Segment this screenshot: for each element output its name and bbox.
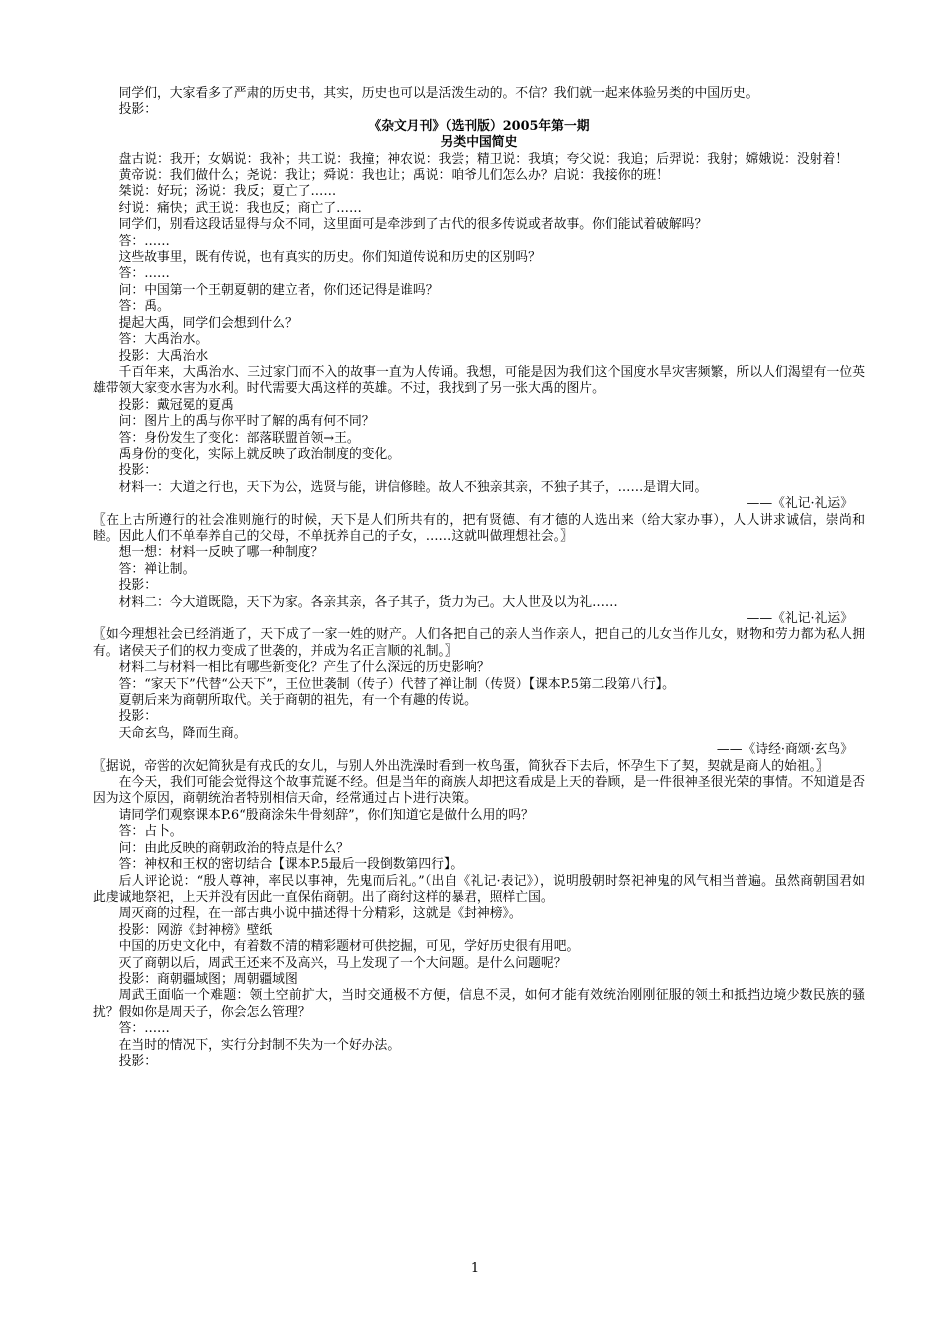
paragraph: 投影：: [118, 709, 157, 725]
paragraph: 答：神权和王权的密切结合【课本P.5最后一段倒数第四行】。: [118, 857, 464, 873]
paragraph: 材料二与材料一相比有哪些新变化？产生了什么深远的历史影响？: [118, 660, 490, 676]
paragraph: 答：占卜。: [118, 824, 183, 840]
paragraph: 问：由此反映的商朝政治的特点是什么？: [118, 840, 349, 856]
citation: ——《诗经·商颂·玄鸟》: [716, 742, 853, 758]
paragraph: 材料二：今大道既隐，天下为家。各亲其亲，各子其子，货力为己。大人世及以为礼……: [118, 594, 618, 610]
citation: ——《礼记·礼运》: [746, 496, 853, 512]
paragraph: 同学们，大家看多了严肃的历史书，其实，历史也可以是活泼生动的。不信？我们就一起来体验另类的中国历史。: [118, 86, 759, 101]
paragraph: 夏朝后来为商朝所取代。关于商朝的祖先，有一个有趣的传说。: [118, 693, 477, 709]
paragraph: 材料一：大道之行也，天下为公，选贤与能，讲信修睦。故人不独亲其亲，不独子其子，……是谓大同。: [118, 479, 708, 495]
paragraph: 纣说：痛快；武王说：我也反；商亡了……: [118, 200, 362, 216]
paragraph: 灭了商朝以后，周武王还来不及高兴，马上发现了一个大问题。是什么问题呢？: [118, 955, 567, 971]
citation: ——《礼记·礼运》: [746, 611, 853, 626]
paragraph: 投影：大禹治水: [118, 348, 209, 364]
paragraph: 〖据说，帝喾的次妃简狄是有戎氏的女儿，与别人外出洗澡时看到一枚鸟蛋，简狄吞下去后，怀孕生下了契，契就是商人的始祖。〗: [93, 758, 829, 774]
paragraph: 答：禅让制。: [118, 561, 196, 577]
paragraph: 投影：: [118, 578, 157, 594]
paragraph: 答：“家天下”代替“公天下”，王位世袭制（传子）代替了禅让制（传贤）【课本P.5第二段第八行】。: [118, 676, 675, 692]
paragraph: 请同学们观察课本P.6“殷商涂朱牛骨刻辞”，你们知道它是做什么用的吗？: [118, 807, 534, 823]
heading: 另类中国简史: [440, 135, 518, 151]
heading: 《杂文月刊》（选刊版）2005年第一期: [368, 118, 590, 134]
paragraph: 投影：: [118, 102, 157, 118]
paragraph: 千百年来，大禹治水、三过家门而不入的故事一直为人传诵。我想，可能是因为我们这个国度水旱灾害频繁，所以人们渴望有一位英雄带领大家变水害为水利。时代需要大禹这样的英雄。不过，我找到了另一张大禹的图片。: [93, 364, 865, 397]
paragraph: 天命玄鸟，降而生商。: [118, 725, 247, 741]
paragraph: 这些故事里，既有传说，也有真实的历史。你们知道传说和历史的区别吗？: [118, 250, 541, 266]
paragraph: 周灭商的过程，在一部古典小说中描述得十分精彩，这就是《封神榜》。: [118, 906, 522, 922]
paragraph: 投影：商朝疆域图；周朝疆域图: [118, 971, 298, 987]
paragraph: 中国的历史文化中，有着数不清的精彩题材可供挖掘，可见，学好历史很有用吧。: [118, 939, 580, 955]
paragraph: 想一想：材料一反映了哪一种制度？: [118, 545, 324, 561]
paragraph: 后人评论说：“殷人尊神，率民以事神，先鬼而后礼。”（出自《礼记·表记》），说明殷朝时祭祀神鬼的风气相当普遍。虽然商朝国君如此虔诚地祭祀，上天并没有因此一直保佑商朝。出了商纣这样的暴君，照样亡国。: [93, 873, 865, 905]
paragraph: 投影：戴冠冕的夏禹: [118, 397, 234, 413]
paragraph: 〖在上古所遵行的社会准则施行的时候，天下是人们所共有的，把有贤德、有才德的人选出来（给大家办事），人人讲求诚信，崇尚和睦。因此人们不单奉养自己的父母，不单抚养自己的子女，……这就叫做理想社会。〗: [93, 512, 865, 544]
paragraph: 禹身份的变化，实际上就反映了政治制度的变化。: [118, 446, 401, 462]
paragraph: 问：图片上的禹与你平时了解的禹有何不同？: [118, 414, 375, 430]
document-body: [93, 86, 865, 1070]
paragraph: 盘古说：我开；女娲说：我补；共工说：我撞；神农说：我尝；精卫说：我填；夸父说：我追；后羿说：我射；嫦娥说：没射着！: [118, 151, 849, 167]
paragraph: 答：……: [118, 233, 170, 249]
paragraph: 黄帝说：我们做什么；尧说：我让；舜说：我也让；禹说：咱爷儿们怎么办？启说：我接你的班！: [118, 168, 669, 184]
paragraph: 答：大禹治水。: [118, 332, 209, 348]
paragraph: 在今天，我们可能会觉得这个故事荒诞不经。但是当年的商族人却把这看成是上天的眷顾，是一件很神圣很光荣的事情。不知道是否因为这个原因，商朝统治者特别相信天命，经常通过占卜进行决策。: [93, 775, 865, 807]
paragraph: 提起大禹，同学们会想到什么？: [118, 315, 298, 331]
paragraph: 同学们，别看这段话显得与众不同，这里面可是牵涉到了古代的很多传说或者故事。你们能试着破解吗？: [118, 217, 708, 233]
paragraph: 投影：网游《封神榜》壁纸: [118, 922, 273, 938]
page-number: 1: [470, 1261, 480, 1276]
paragraph: 桀说：好玩；汤说：我反；夏亡了……: [118, 184, 337, 200]
paragraph: 答：身份发生了变化：部落联盟首领→王。: [118, 430, 360, 446]
paragraph: 问：中国第一个王朝夏朝的建立者，你们还记得是谁吗？: [118, 282, 439, 298]
paragraph: 〖如今理想社会已经消逝了，天下成了一家一姓的财产。人们各把自己的亲人当作亲人，把自己的儿女当作儿女，财物和劳力都为私人拥有。诸侯天子们的权力变成了世袭的，并成为名正言顺的礼制。〗: [93, 627, 865, 659]
paragraph: 投影：: [118, 1053, 157, 1069]
paragraph: 答：……: [118, 1021, 170, 1037]
paragraph: 在当时的情况下，实行分封制不失为一个好办法。: [118, 1037, 401, 1053]
paragraph: 投影：: [118, 463, 157, 479]
paragraph: 周武王面临一个难题：领土空前扩大，当时交通极不方便，信息不灵，如何才能有效统治刚刚征服的领土和抵挡边境少数民族的骚扰？假如你是周天子，你会怎么管理？: [93, 988, 865, 1020]
paragraph: 答：禹。: [118, 299, 170, 315]
paragraph: 答：……: [118, 266, 170, 282]
